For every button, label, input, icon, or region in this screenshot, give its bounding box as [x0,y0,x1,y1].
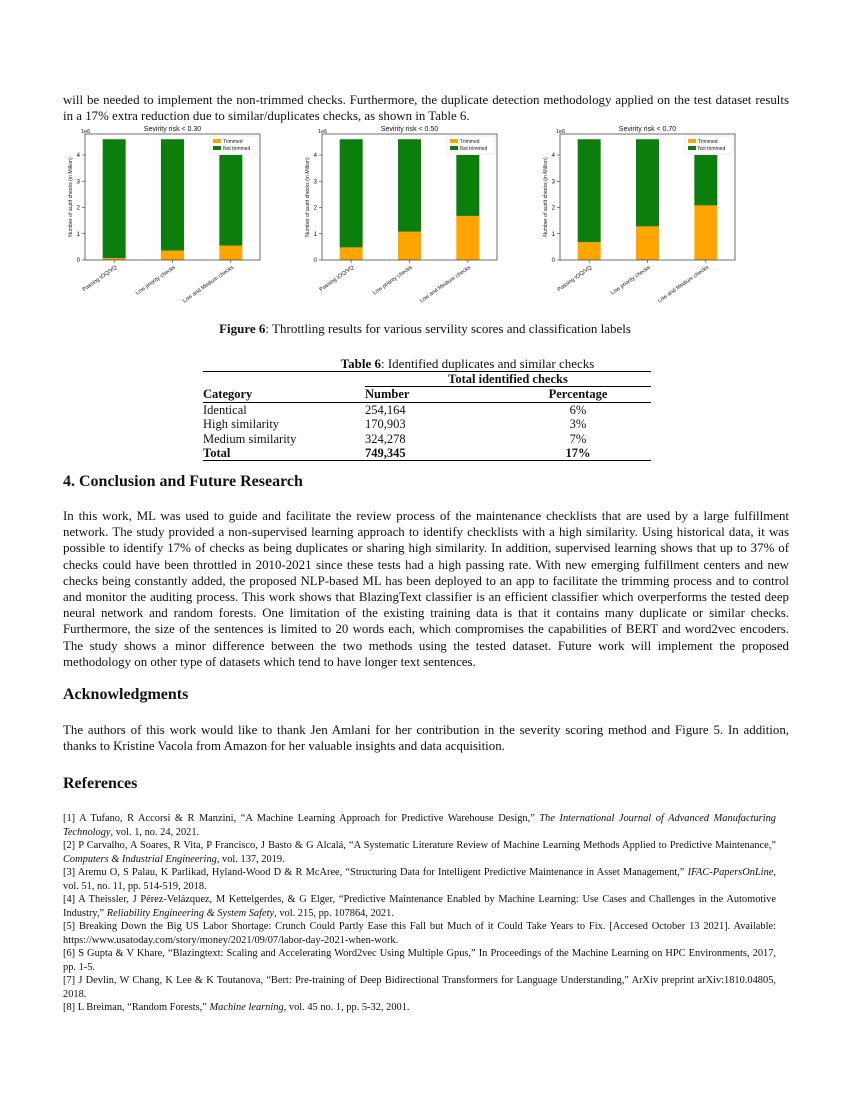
legend-swatch [213,139,221,143]
section-heading-acknowledgments: Acknowledgments [63,686,189,703]
table-caption-text: : Identified duplicates and similar checks [380,356,595,371]
x-tick-label: Passing IOQ/VQ [556,264,594,293]
legend-swatch [450,139,458,143]
chart-ylabel: Number of audit checks (in Million) [543,157,549,237]
chart-title: Sevirity risk < 0.70 [618,126,677,133]
table-cell-number: 254,164 [365,402,406,417]
chart-title: Sevirity risk < 0.30 [143,126,202,133]
y-tick-label: 2 [313,205,317,212]
chart-severity-030 [60,124,310,324]
x-tick-label: Low and Medium checks [181,264,235,305]
bar-trimmed [340,247,363,260]
bar-not-trimmed [636,139,659,226]
chart-legend [447,136,495,154]
figure-caption-text: : Throttling results for various servility scores and classification labels [265,321,631,336]
legend-swatch [450,146,458,150]
table-caption-label: Table 6 [340,356,381,371]
chart-legend [685,136,733,154]
bar-trimmed [219,246,242,260]
chart-title: Sevirity risk < 0.50 [380,126,439,133]
table-header-row [203,387,651,402]
x-tick-label: Passing IOQ/VQ [81,264,119,293]
bar-not-trimmed [219,155,242,246]
chart-ylabel: Number of audit checks (in Million) [68,157,74,237]
bar-not-trimmed [161,139,184,250]
table-header-category: Category [203,387,253,402]
duplicates-table [203,371,651,461]
reference-item: [7] J Devlin, W Chang, K Lee & K Toutanova, “Bert: Pre-training of Deep Bidirectional Transformers for Language Understanding,” ArXiv preprint arXiv:1810.04805, 2018. [63,975,776,1000]
figure-caption-label: Figure 6 [219,321,266,336]
table-total-percentage: 17% [565,446,591,461]
table-cell-category: Identical [203,402,247,417]
chart-scale-label: 1e6 [318,129,328,135]
legend-label: Not trimmed [223,146,251,152]
y-tick-label: 0 [313,258,317,264]
references-list [63,812,776,1015]
table-blank-cell [203,372,365,387]
legend-swatch [688,139,696,143]
x-tick-label: Low priority checks [371,264,414,297]
y-tick-label: 4 [313,153,317,159]
y-tick-label: 2 [551,205,555,212]
chart-ylabel: Number of audit checks (in Million) [305,157,311,237]
table-total-label: Total [203,446,231,461]
bar-trimmed [694,205,717,260]
table-cell-number: 324,278 [365,431,406,446]
table-header-percentage: Percentage [548,387,608,402]
legend-label: Trimmed [698,139,718,145]
bar-not-trimmed [456,155,479,216]
legend-swatch [213,146,221,150]
chart-severity-070 [535,124,785,324]
legend-label: Trimmed [223,139,243,145]
reference-item: [2] P Carvalho, A Soares, R Vita, P Francisco, J Basto & G Alcalá, “A Systematic Literature Review of Machine Learning Methods Applied to Predictive Maintenance,” Computers & Industrial Engineering, vol. 137, 2019. [63,840,776,865]
legend-swatch [688,146,696,150]
chart-scale-label: 1e6 [81,129,91,135]
bar-not-trimmed [578,139,601,242]
x-tick-label: Low and Medium checks [656,264,710,305]
y-tick-label: 1 [551,231,555,238]
y-tick-label: 3 [313,179,317,186]
table-cell-category: High similarity [203,417,280,432]
table-total-number: 749,345 [365,446,406,461]
table-group-header: Total identified checks [365,372,651,387]
chart-svg [60,124,310,324]
table-cell-percentage: 7% [569,431,587,446]
y-tick-label: 0 [551,258,555,264]
table-row [203,402,651,417]
chart-severity-050 [297,124,547,324]
table-total-row [203,446,651,461]
bar-trimmed [578,242,601,260]
figure-caption [0,321,850,337]
bar-not-trimmed [340,139,363,247]
bar-trimmed [636,226,659,260]
x-tick-label: Low and Medium checks [418,264,472,305]
reference-item: [1] A Tufano, R Accorsi & R Manzini, “A Machine Learning Approach for Predictive Warehouse Design,” The International Journal of Advanced Manufacturing Technology, vol. 1, no. 24, 2021. [63,813,776,838]
table-row [203,432,651,446]
reference-item: [8] L Breiman, “Random Forests,” Machine learning, vol. 45 no. 1, pp. 5-32, 2001. [63,1002,410,1013]
x-tick-label: Low priority checks [609,264,652,297]
y-tick-label: 4 [551,153,555,159]
y-tick-label: 4 [76,153,80,159]
bar-not-trimmed [398,139,421,231]
y-tick-label: 3 [551,179,555,186]
y-tick-label: 1 [313,231,317,238]
table-cell-number: 170,903 [365,417,406,432]
acknowledgments-paragraph: The authors of this work would like to thank Jen Amlani for her contribution in the severity scoring method and Figure 5. In addition, thanks to Kristine Vacola from Amazon for her valuable insights and data acquisition. [63,723,789,754]
section-heading-references: References [63,775,138,792]
chart-svg [535,124,785,324]
y-tick-label: 1 [76,231,80,238]
bar-trimmed [161,251,184,260]
bar-trimmed [456,216,479,260]
table-cell-percentage: 6% [569,402,587,417]
table-row [203,417,651,431]
chart-legend [210,136,258,154]
table-cell-category: Medium similarity [203,431,297,446]
intro-paragraph: will be needed to implement the non-trimmed checks. Furthermore, the duplicate detection methodology applied on the test dataset results in a 17% extra reduction due to similar/duplicates checks, as shown in Table 6. [63,93,789,124]
bar-not-trimmed [103,139,126,258]
table-caption [0,356,850,372]
reference-item: [3] Aremu O, S Palau, K Parlikad, Hyland-Wood D & R McAree, “Structuring Data for Intelligent Predictive Maintenance in Asset Management,” IFAC-PapersOnLine, vol. 51, no. 11, pp. 514-519, 2018. [63,867,776,892]
section-heading-conclusion: 4. Conclusion and Future Research [63,473,303,490]
bar-not-trimmed [694,155,717,205]
x-tick-label: Passing IOQ/VQ [318,264,356,293]
conclusion-paragraph: In this work, ML was used to guide and facilitate the review process of the maintenance checklists that are used by a large fulfillment network. The study provided a non-supervised learning approach to identify checklists with a high similarity. Using historical data, it was possible to identify 17% of checks as being duplicates or sharing high similarity. In addition, supervised learning shows that up to 37% of checks could have been throttled in 2010-2021 since these tests had a high passing rate. With new emerging fulfillment centers and new checks being constantly added, the proposed NLP-based ML has been deployed to an app to facilitate the trimming process and to control and monitor the auditing process. This work shows that BlazingText classifier is an efficient classifier which overperforms the tested deep neural network and random forests. One limitation of the existing training data is that it contains many duplicate or similar checks. Furthermore, the size of the sentences is limited to 20 words each, which compromises the capabilities of BERT and word2vec encoders. The study shows a minor difference between the two methods using the tested dataset. Future work will implement the proposed methodology on other type of datasets which tend to have longer text sentences. [63,509,789,669]
legend-label: Not trimmed [698,146,726,152]
bar-trimmed [398,232,421,260]
legend-label: Not trimmed [460,146,488,152]
y-tick-label: 2 [76,205,80,212]
figure-6-charts [60,124,790,324]
chart-svg [297,124,547,324]
reference-item: [5] Breaking Down the Big US Labor Shortage: Crunch Could Partly Ease this Fall but Much of it Could Take Years to Fix. [Accesed October 13 2021]. Available: https://www.usatoday.com/story/money/2021/09/07/labor-day-2021-when-work. [63,921,776,946]
chart-scale-label: 1e6 [556,129,566,135]
table-header-number: Number [365,387,410,402]
reference-item: [6] S Gupta & V Khare, “Blazingtext: Scaling and Accelerating Word2vec Using Multiple Gpus,” In Proceedings of the Machine Learning on HPC Environments, 2017, pp. 1-5. [63,948,776,973]
y-tick-label: 3 [76,179,80,186]
reference-item: [4] A Theissler, J Pérez-Velázquez, M Kettelgerdes, & G Elger, “Predictive Maintenance Enabled by Machine Learning: Use Cases and Challenges in the Automotive Industry,” Reliability Engineering & System Safety, vol. 215, pp. 107864, 2021. [63,894,776,919]
legend-label: Trimmed [460,139,480,145]
x-tick-label: Low priority checks [134,264,177,297]
y-tick-label: 0 [76,258,80,264]
table-cell-percentage: 3% [569,417,587,432]
